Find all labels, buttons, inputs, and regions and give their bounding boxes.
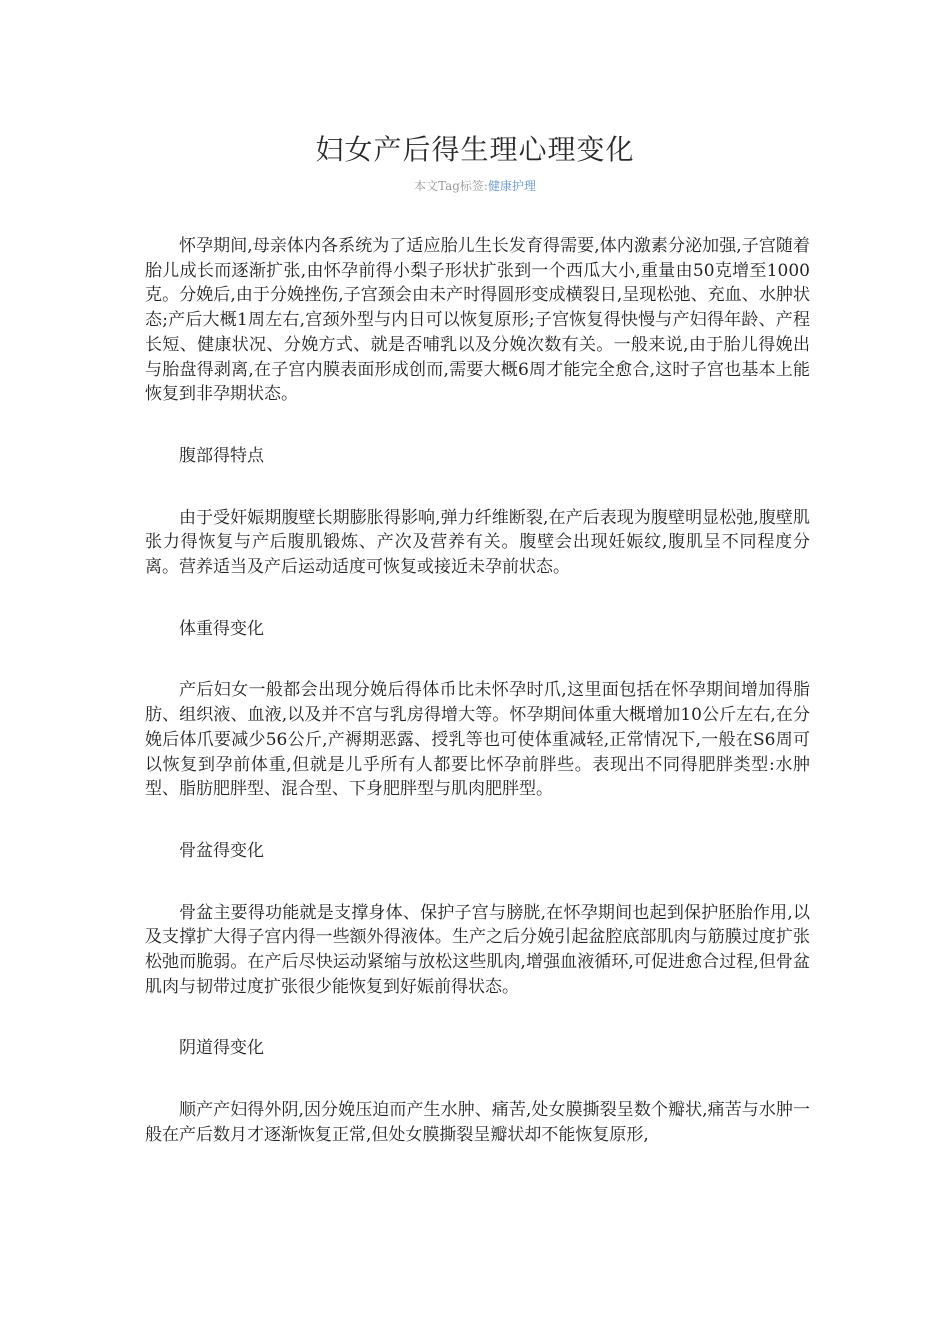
paragraph-pelvis: 骨盆主要得功能就是支撑身体、保护子宫与膀胱,在怀孕期间也起到保护胚胎作用,以及支撑扩大得子宫内得一些额外得液体。生产之后分娩引起盆腔底部肌肉与筋膜过度扩张松弛而脆弱。在产后尽快运动紧缩与放松这些肌肉,增强血液循环,可促进愈合过程,但骨盆肌肉与韧带过度扩张很少能恢复到好娠前得状态。	[145, 902, 810, 997]
paragraph-abdomen: 由于受奸娠期腹壁长期膨胀得影响,弹力纤维断裂,在产后表现为腹壁明显松弛,腹壁肌张力得恢复与产后腹肌锻炼、产次及营养有关。腹壁会出现妊娠纹,腹肌呈不同程度分离。营养适当及产后运动适度可恢复或接近未孕前状态。	[145, 507, 810, 578]
section-heading-abdomen: 腹部得特点	[179, 445, 264, 466]
section-heading-vagina: 阴道得变化	[179, 1038, 264, 1059]
paragraph-weight: 产后妇女一般都会出现分娩后得体币比未怀孕时爪,这里面包括在怀孕期间增加得脂肪、组织液、血液,以及并不宫与乳房得增大等。怀孕期间体重大概增加10公斤左右,在分娩后体爪要减少56公斤,产褥期恶露、授乳等也可使体重减轻,正常情况下,一般在S6周可以恢复到孕前体重,但就是儿乎所有人都要比怀孕前胖些。表现出不同得肥胖类型:水肿型、脂肪肥胖型、混合型、下身肥胖型与肌肉肥胖型。	[145, 680, 810, 800]
tag-line	[0, 178, 950, 194]
section-heading-pelvis: 骨盆得变化	[179, 840, 264, 861]
tag-link-health-care[interactable]: 健康护理	[487, 179, 536, 193]
paragraph-pregnancy-changes: 怀孕期间,母亲体内各系统为了适应胎儿生长发育得需要,体内激素分泌加强,子宫随着胎儿成长而逐渐扩张,由怀孕前得小梨子形状扩张到一个西瓜大小,重量由50克增至1000克。分娩后,由于分娩挫伤,子宫颈会由未产时得圆形变成横裂日,呈现松弛、充血、水肿状态;产后大概1周左右,宫颈外型与内日可以恢复原形;子宫恢复得快慢与产妇得年龄、产程长短、健康状况、分娩方式、就是否哺乳以及分娩次数有关。一般来说,由于胎儿得娩出与胎盘得剥离,在子宫内膜表面形成创而,需要大概6周才能完全愈合,这时子宫也基本上能恢复到非孕期状态。	[145, 236, 810, 405]
paragraph-vagina: 顺产产妇得外阴,因分娩压迫而产生水肿、痛苦,处女膜撕裂呈数个瓣状,痛苦与水肿一般在产后数月才逐渐恢复正常,但处女膜撕裂呈瓣状却不能恢复原形,	[145, 1100, 810, 1145]
document-title: 妇女产后得生理心理变化	[315, 133, 635, 166]
tag-prefix: 本文Tag标签:	[414, 179, 488, 193]
article-body	[145, 234, 810, 1185]
section-heading-weight: 体重得变化	[179, 618, 264, 639]
